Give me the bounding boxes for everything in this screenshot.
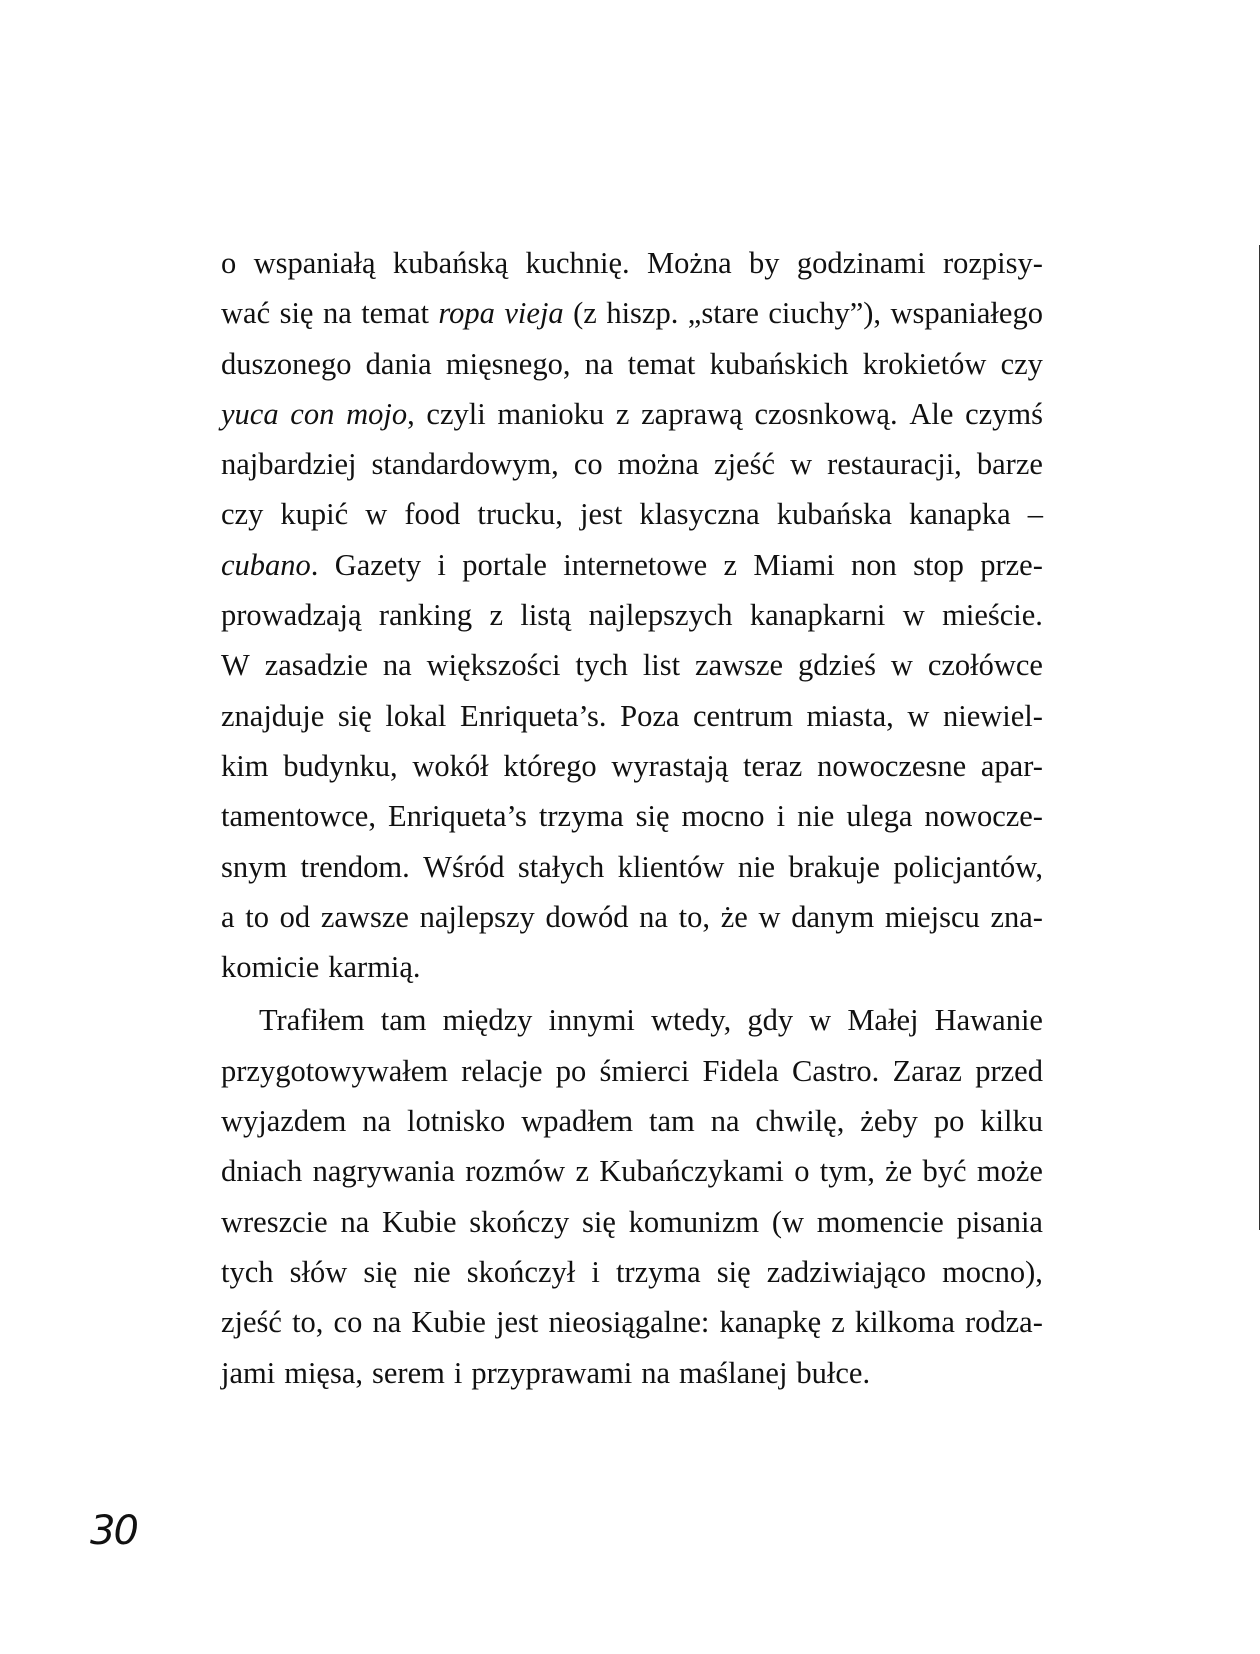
word: i (591, 1254, 600, 1289)
word: śmierci (599, 1053, 690, 1088)
word: nagrywania (312, 1154, 455, 1189)
word: tych (575, 648, 628, 683)
word: Poza (620, 698, 680, 733)
word: z (831, 1305, 845, 1340)
word: co (573, 447, 603, 482)
word: centrum (693, 698, 793, 733)
word: się (635, 799, 670, 834)
word: karmią. (328, 950, 421, 985)
word: ciuchy”), (768, 296, 882, 331)
word: się (279, 296, 314, 331)
word: portale (462, 547, 547, 582)
word: budynku, (283, 748, 398, 783)
word: yuca (221, 396, 279, 431)
text-line (221, 791, 1043, 841)
word: trendom. (300, 849, 410, 884)
word: może (976, 1154, 1043, 1189)
word: wtedy, (651, 1003, 732, 1038)
text-line (221, 942, 1043, 992)
word: chwilę, (755, 1104, 845, 1139)
word: Ale (909, 396, 954, 431)
word: Castro. (792, 1053, 880, 1088)
word: w (790, 447, 813, 482)
word: nie (413, 1254, 451, 1289)
word: którego (503, 748, 597, 783)
word: maślanej (679, 1355, 788, 1390)
word: mocno (681, 799, 765, 834)
word: listą (520, 598, 572, 633)
word: na (710, 1104, 740, 1139)
word: cubano. (221, 547, 319, 582)
word: można (617, 447, 699, 482)
word: zasadzie (264, 648, 368, 683)
word: mojo, (346, 396, 415, 431)
text-line (221, 1146, 1043, 1196)
word: rozpisy- (942, 246, 1043, 280)
word: ulega (846, 799, 913, 834)
word: niewiel- (943, 698, 1043, 733)
word: kilkoma (854, 1305, 955, 1340)
word: jami (221, 1355, 276, 1390)
word: zaprawą (641, 396, 743, 431)
word: przed (975, 1053, 1043, 1088)
word: z (489, 598, 503, 633)
word: się (337, 698, 372, 733)
word: jest (579, 497, 623, 532)
word: po (933, 1104, 965, 1139)
text-line (221, 1297, 1043, 1347)
word: mieście. (942, 598, 1043, 633)
word: kanapkarni (749, 598, 886, 633)
page-number: 30 (90, 1508, 137, 1554)
word: na (322, 296, 352, 331)
word: znajduje (221, 698, 325, 733)
text-line (221, 439, 1043, 489)
word: to, (678, 899, 711, 934)
word: temat (361, 296, 429, 331)
word: w (890, 648, 913, 683)
word: manioku (497, 396, 605, 431)
word: wpadłem (521, 1104, 634, 1139)
word: na (584, 346, 614, 381)
word: prowadzają (221, 598, 362, 633)
word: na (641, 1355, 671, 1390)
word: miasta, (806, 698, 894, 733)
word: Kubańczykami (599, 1154, 784, 1189)
word: z (575, 1154, 589, 1189)
word: na (362, 1104, 392, 1139)
word: się (581, 1204, 616, 1239)
word: food (404, 497, 461, 532)
word: kuchnię. (525, 246, 630, 280)
word: to, (292, 1305, 324, 1340)
word: w (365, 497, 388, 532)
word: (z (573, 296, 597, 331)
word: nie (737, 849, 776, 884)
word: wreszcie (221, 1204, 328, 1239)
word: czymś (965, 396, 1043, 431)
word: na (340, 1204, 370, 1239)
word: się (716, 1254, 751, 1289)
word: zna- (990, 899, 1043, 934)
text-line (221, 995, 1043, 1045)
word: restauracji, (827, 447, 962, 482)
word: słów (289, 1254, 348, 1289)
word: hiszp. (606, 296, 679, 331)
paragraph (221, 995, 1043, 1397)
word: i (453, 1355, 463, 1390)
word: od (279, 899, 311, 934)
word: w (809, 1003, 832, 1038)
word: kanapkę (719, 1305, 822, 1340)
word: o (794, 1154, 810, 1189)
word: wspaniałego (890, 296, 1043, 331)
word: wyjazdem (221, 1104, 347, 1139)
word: standardowym, (371, 447, 559, 482)
word: czołówce (927, 648, 1043, 683)
word: tym, (819, 1154, 875, 1189)
word: mięsnego, (445, 346, 571, 381)
word: stałych (517, 849, 605, 884)
text-line (221, 1348, 1043, 1398)
word: kanapka (909, 497, 1011, 532)
word: kim (221, 748, 269, 783)
word: non (851, 547, 897, 582)
word: tamentowce, (221, 799, 376, 834)
text-line (221, 1046, 1043, 1096)
word: w (902, 598, 925, 633)
word: list (642, 648, 681, 683)
word: by (749, 246, 780, 280)
word: zawsze (320, 899, 409, 934)
word: Można (646, 246, 732, 280)
word: apar- (980, 748, 1043, 783)
text-line (221, 540, 1043, 590)
word: temat (627, 346, 696, 381)
word: serem (372, 1355, 445, 1390)
word: dowód (545, 899, 629, 934)
word: pisania (956, 1204, 1043, 1239)
word: między (442, 1003, 533, 1038)
word: mocno), (942, 1254, 1043, 1289)
word: najlepszych (588, 598, 733, 633)
word: że (885, 1154, 913, 1189)
text-line (221, 288, 1043, 338)
word: Małej (847, 1003, 919, 1038)
text-line (221, 842, 1043, 892)
word: wyrastają (611, 748, 729, 783)
word: że (720, 899, 748, 934)
text-line (221, 691, 1043, 741)
word: mięsa, (284, 1355, 363, 1390)
word: wspaniałą (253, 246, 376, 280)
word: nowoczesne (817, 748, 967, 783)
paragraph (221, 238, 1043, 992)
word: gdy (747, 1003, 794, 1038)
word: krokietów (862, 346, 987, 381)
word: i (437, 547, 446, 582)
text-line (221, 339, 1043, 389)
word: czy (1000, 346, 1043, 381)
word: danym (791, 899, 875, 934)
word: duszonego (221, 346, 352, 381)
word: Trafiłem (259, 1003, 365, 1038)
word: w (907, 698, 930, 733)
word: tych (221, 1254, 274, 1289)
word: nie (797, 799, 835, 834)
word: snym (221, 849, 288, 884)
word: rodza- (964, 1305, 1043, 1340)
word: nowocze- (924, 799, 1043, 834)
word: po (555, 1053, 587, 1088)
word: momencie (816, 1204, 944, 1239)
word: się (363, 1254, 398, 1289)
text-line (221, 1096, 1043, 1146)
text-line (221, 1247, 1043, 1297)
text-line (221, 389, 1043, 439)
word: z (723, 547, 738, 582)
word: kilku (980, 1104, 1043, 1139)
word: czosnkową. (754, 396, 898, 431)
text-line (221, 590, 1043, 640)
word: zjeść (714, 447, 776, 482)
word: ranking (378, 598, 473, 633)
word: con (290, 396, 335, 431)
word: – (1027, 497, 1043, 532)
word: kubańskich (709, 346, 849, 381)
word: godzinami (796, 246, 926, 280)
word: innymi (548, 1003, 635, 1038)
word: klasyczna (639, 497, 760, 532)
word: zjeść (221, 1305, 282, 1340)
word: Enriqueta’s. (459, 698, 607, 733)
word: dniach (221, 1154, 303, 1189)
body-text (221, 238, 1043, 1398)
word: nieosiągalne: (548, 1305, 710, 1340)
word: barze (976, 447, 1043, 482)
word: Zaraz (892, 1053, 962, 1088)
word: (w (771, 1204, 805, 1239)
word: kubańska (776, 497, 892, 532)
word: stop (913, 547, 964, 582)
text-line (221, 640, 1043, 690)
word: klientów (617, 849, 725, 884)
word: większości (426, 648, 561, 683)
word: czy (221, 497, 264, 532)
word: zawsze (695, 648, 784, 683)
word: i (776, 799, 786, 834)
word: komunizm (628, 1204, 760, 1239)
word: Wśród (423, 849, 505, 884)
word: ropa (438, 296, 495, 331)
word: skończy (469, 1204, 570, 1239)
word: tam (649, 1104, 695, 1139)
word: z (615, 396, 630, 431)
word: o (221, 246, 237, 280)
word: trzyma (615, 1254, 701, 1289)
word: być (922, 1154, 967, 1189)
word: w (758, 899, 781, 934)
word: „stare (687, 296, 759, 331)
word: zadziwiająco (766, 1254, 926, 1289)
word: Kubie (411, 1305, 486, 1340)
word: trucku, (477, 497, 563, 532)
text-line (221, 238, 1043, 288)
word: na (372, 1305, 402, 1340)
word: co (333, 1305, 363, 1340)
word: bułce. (796, 1355, 871, 1390)
word: to (245, 899, 269, 934)
word: Hawanie (934, 1003, 1043, 1038)
word: teraz (743, 748, 803, 783)
word: przygotowywałem (221, 1053, 448, 1088)
word: Enriqueta’s (388, 799, 527, 834)
word: W (221, 648, 250, 683)
word: lotnisko (407, 1104, 506, 1139)
text-line (221, 892, 1043, 942)
text-line (221, 741, 1043, 791)
word: na (639, 899, 668, 934)
word: komicie (221, 950, 320, 985)
word: kupić (280, 497, 349, 532)
word: relacje (461, 1053, 543, 1088)
text-line (221, 489, 1043, 539)
word: gdzieś (798, 648, 876, 683)
word: wać (221, 296, 271, 331)
word: Fidela (702, 1053, 779, 1088)
word: tam (380, 1003, 427, 1038)
word: najbardziej (221, 447, 357, 482)
word: na (382, 648, 412, 683)
word: najlepszy (419, 899, 535, 934)
word: jest (496, 1305, 539, 1340)
word: Kubie (381, 1204, 457, 1239)
word: wokół (412, 748, 489, 783)
word: trzyma (538, 799, 624, 834)
word: kubańską (392, 246, 509, 280)
word: przyprawami (471, 1355, 633, 1390)
word: vieja (504, 296, 564, 331)
word: internetowe (563, 547, 708, 582)
word: policjantów, (893, 849, 1043, 884)
word: a (221, 899, 235, 934)
word: brakuje (788, 849, 880, 884)
word: dania (365, 346, 432, 381)
word: miejscu (884, 899, 980, 934)
word: żeby (860, 1104, 918, 1139)
word: Gazety (334, 547, 422, 582)
word: lokal (385, 698, 447, 733)
word: skończył (466, 1254, 576, 1289)
word: Miami (753, 547, 835, 582)
word: czyli (426, 396, 486, 431)
text-line (221, 1197, 1043, 1247)
word: prze- (980, 547, 1043, 582)
word: rozmów (465, 1154, 566, 1189)
